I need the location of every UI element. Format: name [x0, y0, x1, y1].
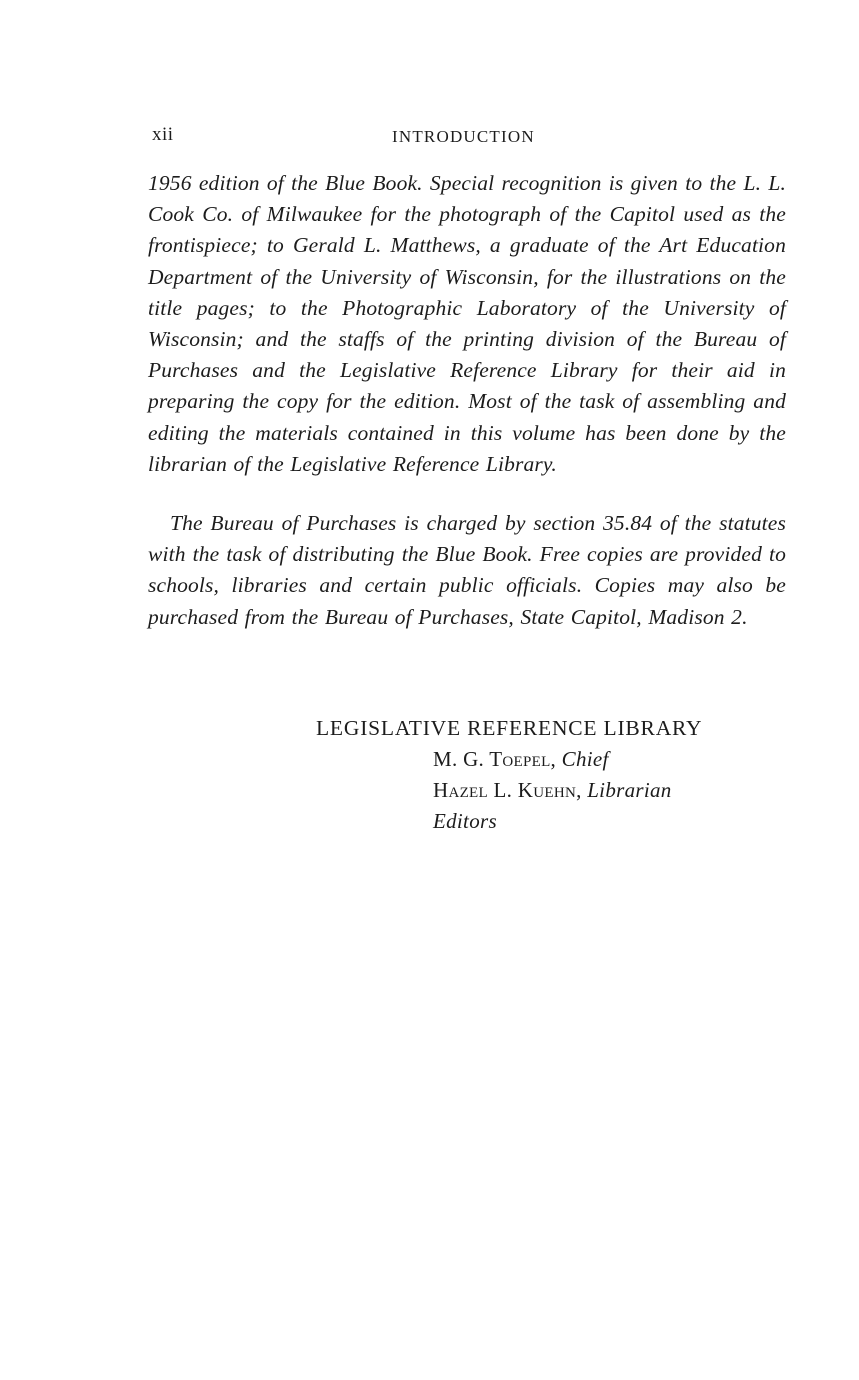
running-head: [152, 124, 784, 152]
paragraph-acknowledgments: 1956 edition of the Blue Book. Special recognition is given to the L. L. Cook Co. of Milwaukee for the photograph of the Capitol used as the frontispiece; to Gerald L. Matthews, a graduate of the Art Education Department of the University of Wisconsin, for the illustrations on the title pages; to the Photographic Laboratory of the University of Wisconsin; and the staffs of the printing division of the Bureau of Purchases and the Legislative Reference Library for their aid in preparing the copy for the edition. Most of the task of assembling and editing the materials contained in this volume has been done by the librarian of the Legislative Reference Library.: [148, 171, 786, 476]
signature-block: [316, 712, 766, 837]
chief-name: M. G. Toepel,: [433, 747, 557, 771]
signature-organization: LEGISLATIVE REFERENCE LIBRARY: [316, 716, 703, 740]
signature-role: Editors: [433, 809, 497, 833]
page-number: xii: [152, 124, 174, 145]
signature-librarian-line: [433, 775, 766, 806]
body-text: [148, 168, 786, 633]
paragraph-distribution: The Bureau of Purchases is charged by section 35.84 of the statutes with the task of distributing the Blue Book. Free copies are provided to schools, libraries and certain public officials. Copies may also be purchased from the Bureau of Purchases, State Capitol, Madison 2.: [148, 511, 786, 629]
chief-title: Chief: [561, 747, 609, 771]
running-title: INTRODUCTION: [392, 127, 535, 146]
signature-chief-line: [433, 744, 766, 775]
librarian-name: Hazel L. Kuehn,: [433, 778, 582, 802]
librarian-title: Librarian: [587, 778, 672, 802]
